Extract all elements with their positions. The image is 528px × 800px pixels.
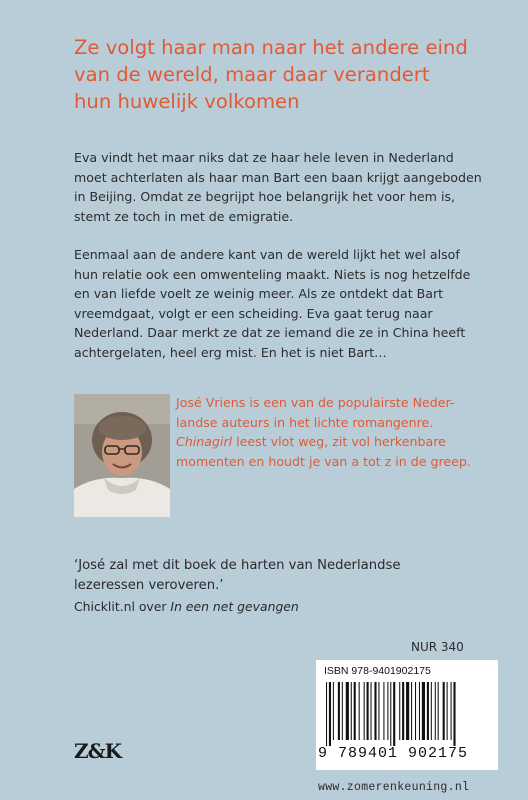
barcode-bar xyxy=(402,682,404,740)
text-line: José Vriens is een van de populairste Neder- xyxy=(176,395,455,410)
barcode-icon xyxy=(320,682,494,746)
barcode-bar xyxy=(338,682,340,740)
headline-line: hun huwelijk volkomen xyxy=(74,90,300,113)
author-photo xyxy=(74,394,170,517)
text-line: moet achterlaten als haar man Bart een baan krijgt aangeboden xyxy=(74,169,482,185)
publisher-logo: Z&K xyxy=(74,739,122,763)
barcode-bar xyxy=(453,682,455,746)
barcode-bar xyxy=(359,682,360,740)
text-line: lezeressen veroveren.’ xyxy=(74,577,224,593)
barcode-digits: 9 789401 902175 xyxy=(318,745,469,762)
barcode-bar xyxy=(383,682,384,740)
publisher-website: www.zomerenkeuning.nl xyxy=(318,781,470,794)
barcode-bar xyxy=(354,682,356,740)
barcode-bar xyxy=(333,682,334,740)
barcode-bar xyxy=(427,682,429,740)
barcode-bar xyxy=(431,682,432,740)
blurb-paragraph-2 xyxy=(74,245,506,362)
text-line: hun relatie ook een omwenteling maakt. Niets is nog hetzelfde xyxy=(74,266,471,282)
isbn-label: ISBN 978-9401902175 xyxy=(324,665,431,677)
barcode-bar xyxy=(387,682,388,740)
text-line: Nederland. Daar merkt ze dat ze iemand die ze in China heeft xyxy=(74,325,466,340)
quote-source xyxy=(74,599,299,614)
text-line: ‘José zal met dit boek de harten van Nederlandse xyxy=(74,558,401,573)
barcode-bar xyxy=(438,682,439,740)
text-line: Eenmaal aan de andere kant van de wereld lijkt het wel alsof xyxy=(74,247,460,262)
barcode-bar xyxy=(411,682,412,740)
text-line: achtergelaten, heel erg mist. En het is niet Bart… xyxy=(74,344,387,360)
barcode-bar xyxy=(443,682,445,740)
text-line: momenten en houdt je van a tot z in de greep. xyxy=(176,453,471,469)
barcode-bar xyxy=(451,682,452,740)
barcode-bar xyxy=(346,682,349,740)
barcode-bar xyxy=(326,682,327,746)
barcode-bar xyxy=(329,682,331,746)
book-title: Chinagirl xyxy=(176,434,233,450)
barcode-bar xyxy=(406,682,409,740)
barcode-bar xyxy=(435,682,436,740)
text-fragment: leest vlot weg, zit vol herkenbare xyxy=(232,434,446,450)
text-line xyxy=(176,432,508,452)
barcode-bar xyxy=(399,682,400,740)
barcode-bar xyxy=(419,682,420,740)
text-line: Eva vindt het maar niks dat ze haar hele leven in Nederland xyxy=(74,150,454,165)
barcode xyxy=(316,660,498,770)
text-line: vreemdgaat, volgt er een scheiding. Eva gaat terug naar xyxy=(74,305,433,321)
author-bio xyxy=(176,393,508,471)
barcode-bar xyxy=(367,682,369,740)
text-line: stemt ze toch in met de emigratie. xyxy=(74,208,294,224)
author-portrait-icon xyxy=(74,394,170,517)
headline-line: van de wereld, maar daar verandert xyxy=(74,63,430,86)
headline-line: Ze volgt haar man naar het andere eind xyxy=(74,36,468,59)
barcode-bar xyxy=(390,682,391,746)
review-quote xyxy=(74,556,504,596)
barcode-bar xyxy=(374,682,376,740)
source-prefix: Chicklit.nl over xyxy=(74,599,171,614)
text-line: in Beijing. Omdat ze begrijpt hoe belangrijk het voor hem is, xyxy=(74,189,456,204)
barcode-bar xyxy=(422,682,425,740)
barcode-bar xyxy=(364,682,365,740)
barcode-bar xyxy=(342,682,343,740)
text-line: en van liefde voelt ze weinig meer. Als ze ontdekt dat Bart xyxy=(74,286,444,301)
barcode-bar xyxy=(447,682,448,740)
barcode-bar xyxy=(371,682,372,740)
barcode-bar xyxy=(378,682,379,740)
barcode-bar xyxy=(351,682,352,740)
blurb-paragraph-1 xyxy=(74,148,506,226)
barcode-bar xyxy=(393,682,395,746)
source-title: In een net gevangen xyxy=(170,599,299,614)
barcode-bar xyxy=(415,682,416,740)
text-line: landse auteurs in het lichte romangenre. xyxy=(176,414,434,430)
headline xyxy=(74,34,504,115)
nur-code: NUR 340 xyxy=(411,640,464,654)
